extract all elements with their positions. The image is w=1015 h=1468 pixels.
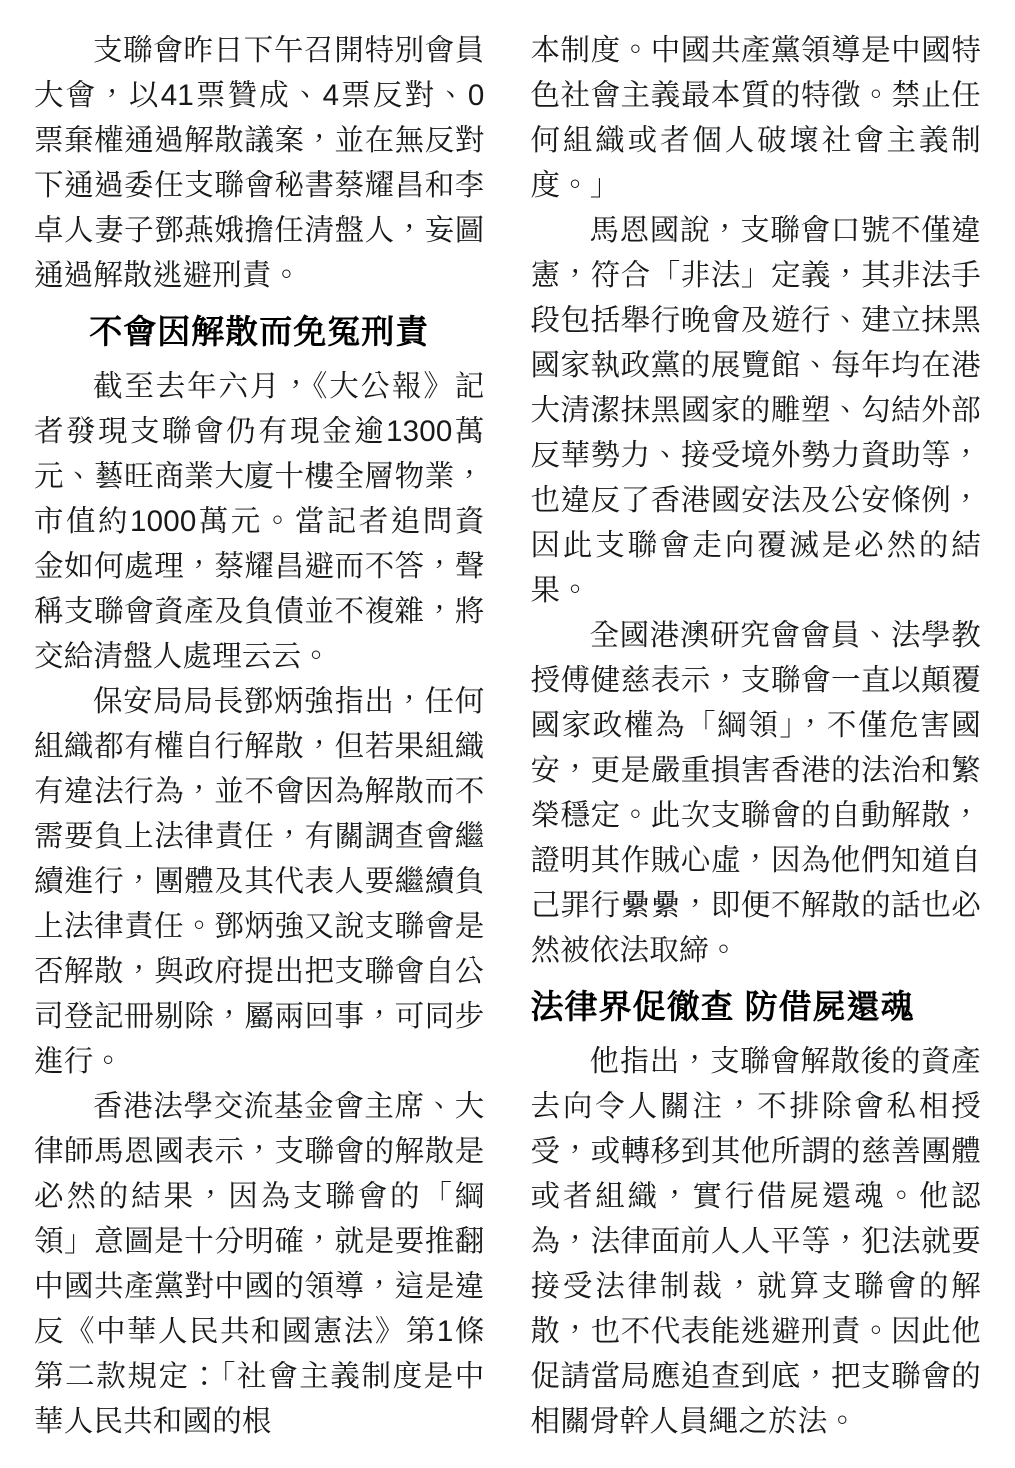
article-columns (34, 28, 981, 1450)
paragraph: 全國港澳研究會會員、法學教授傅健慈表示，支聯會一直以顛覆國家政權為「綱領」，不僅危害國安，更是嚴重損害香港的法治和繁榮穩定。此次支聯會的自動解散，證明其作賊心虛，因為他們知道自己罪行纍纍，即便不解散的話也必然被依法取締。 (530, 619, 981, 967)
paragraph-continuation: 本制度。中國共產黨領導是中國特色社會主義最本質的特徵。禁止任何組織或者個人破壞社會主義制度。」 (530, 34, 981, 202)
paragraph: 香港法學交流基金會主席、大律師馬恩國表示，支聯會的解散是必然的結果，因為支聯會的「綱領」意圖是十分明確，就是要推翻中國共產黨對中國的領導，這是違反《中華人民共和國憲法》第1條第二款規定：「社會主義制度是中華人民共和國的根 (34, 1090, 485, 1438)
paragraph: 他指出，支聯會解散後的資產去向令人關注，不排除會私相授受，或轉移到其他所謂的慈善團體或者組織，實行借屍還魂。他認為，法律面前人人平等，犯法就要接受法律制裁，就算支聯會的解散，也不代表能逃避刑責。因此他促請當局應追查到底，把支聯會的相關骨幹人員繩之於法。 (530, 1045, 981, 1438)
paragraph: 保安局局長鄧炳強指出，任何組織都有權自行解散，但若果組織有違法行為，並不會因為解散而不需要負上法律責任，有關調查會繼續進行，團體及其代表人要繼續負上法律責任。鄧炳強又說支聯會是否解散，與政府提出把支聯會自公司登記冊剔除，屬兩回事，可同步進行。 (34, 685, 485, 1078)
section-subheading: 法律界促徹查 防借屍還魂 (530, 988, 915, 1025)
left-column (34, 28, 485, 1444)
right-column (531, 28, 982, 1444)
section-subheading: 不會因解散而免冤刑責 (89, 313, 430, 350)
paragraph: 支聯會昨日下午召開特別會員大會，以41票贊成、4票反對、0票棄權通過解散議案，並在無反對下通過委任支聯會秘書蔡耀昌和李卓人妻子鄧燕娥擔任清盤人，妄圖通過解散逃避刑責。 (34, 34, 485, 292)
paragraph: 截至去年六月，《大公報》記者發現支聯會仍有現金逾1300萬元、藝旺商業大廈十樓全層物業，市值約1000萬元。當記者追問資金如何處理，蔡耀昌避而不答，聲稱支聯會資產及負債並不複雜，將交給清盤人處理云云。 (34, 370, 485, 673)
paragraph: 馬恩國說，支聯會口號不僅違憲，符合「非法」定義，其非法手段包括舉行晚會及遊行、建立抹黑國家執政黨的展覽館、每年均在港大清潔抹黑國家的雕塑、勾結外部反華勢力、接受境外勢力資助等，也違反了香港國安法及公安條例，因此支聯會走向覆滅是必然的結果。 (530, 214, 981, 607)
